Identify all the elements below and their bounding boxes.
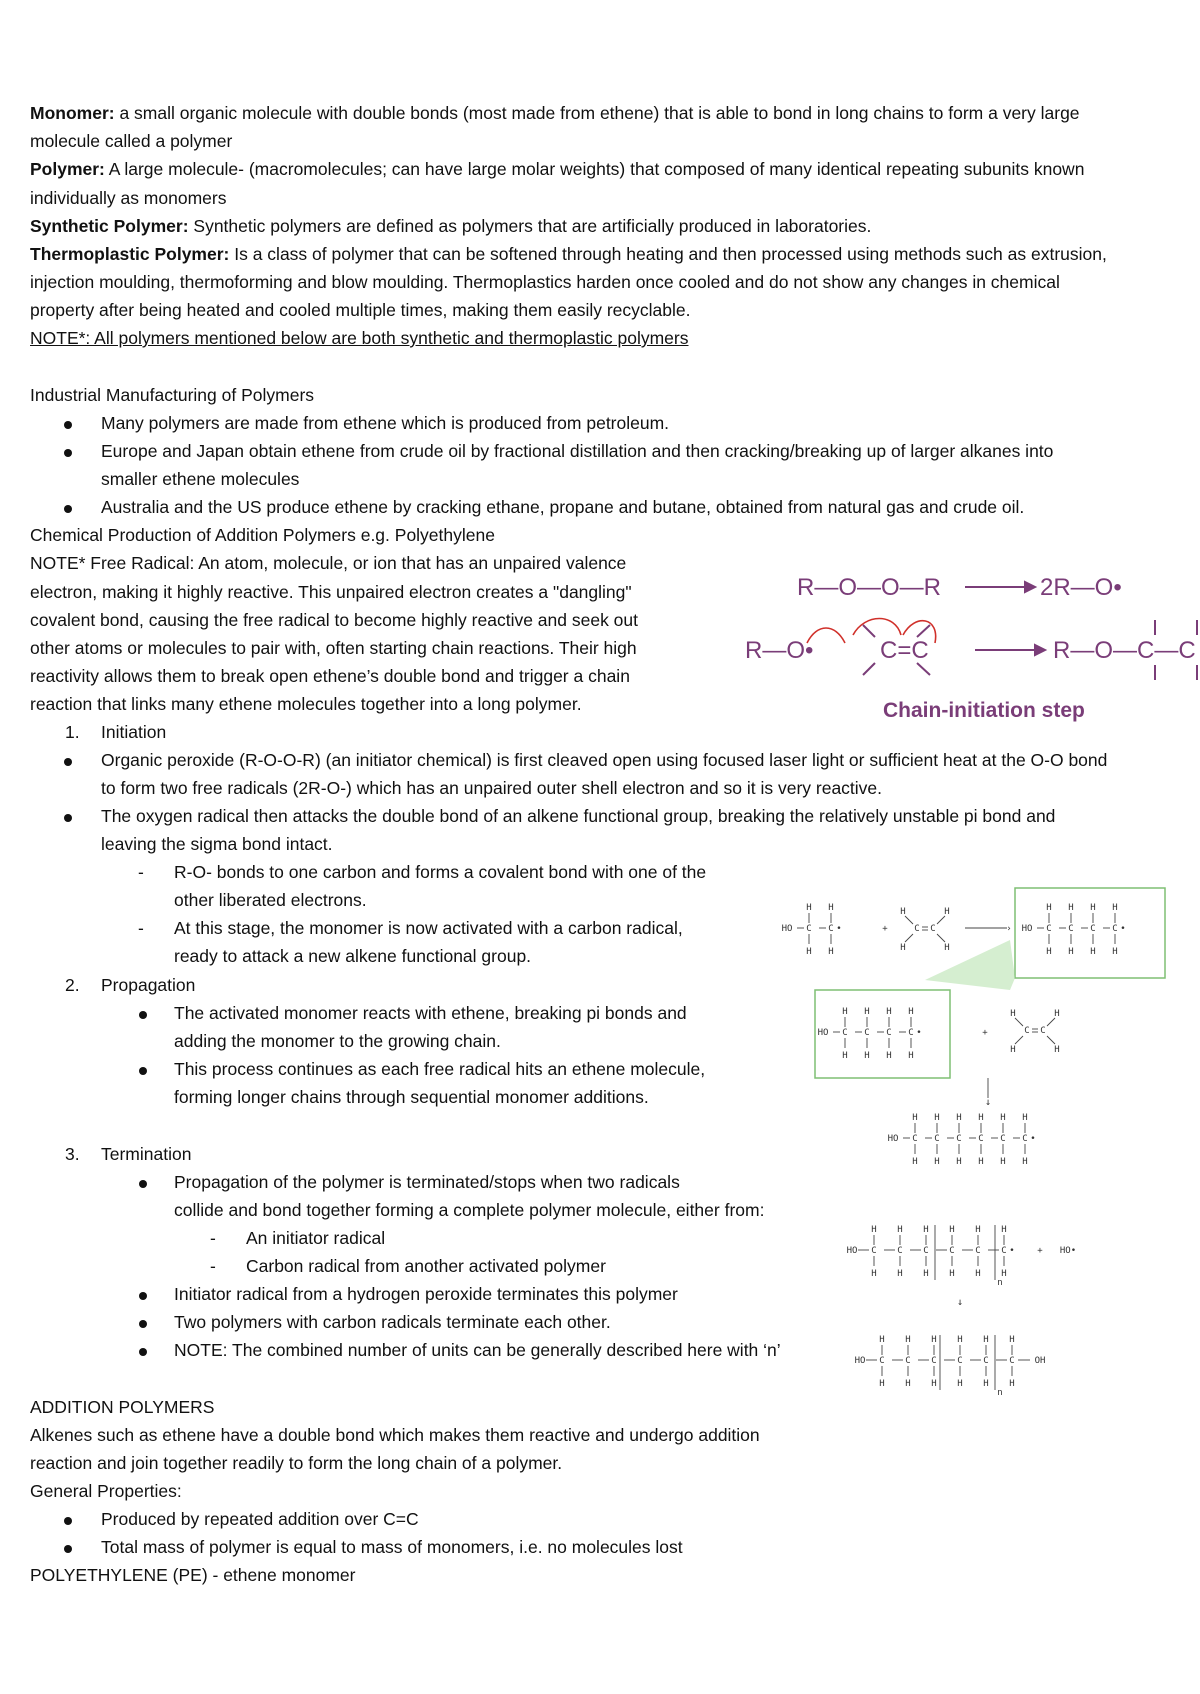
properties-heading: General Properties: [30,1481,182,1501]
hydrogen-atom: H [905,1335,911,1345]
carbon-atom: C [957,1356,963,1366]
bullet-dot [139,1336,147,1364]
hydrogen-atom: H [957,1379,963,1389]
bond-line [905,916,913,924]
group-label: HO [817,1028,829,1038]
hydrogen-atom: H [1054,1009,1060,1019]
eq1-right: 2R—O• [1040,574,1122,601]
dash-marker: - [138,862,144,882]
term-polymer: Polymer: [30,159,105,179]
carbon-atom: C [975,1246,981,1256]
hydrogen-atom: H [886,1051,892,1061]
hydrogen-atom: H [944,943,950,953]
industrial-item-cont: smaller ethene molecules [101,469,300,489]
propagation-title: Propagation [101,975,196,995]
hydrogen-atom: H [956,1113,962,1123]
carbon-atom: C [1068,924,1074,934]
chemical-heading: Chemical Production of Addition Polymers e.g. Polyethylene [30,525,495,545]
def-monomer [30,99,1080,127]
hydrogen-atom: H [864,1007,870,1017]
hydrogen-atom: H [1090,903,1096,913]
group-label: HO [887,1134,899,1144]
hydrogen-atom: H [828,947,834,957]
arrowhead [1035,645,1045,655]
bullet-dot [139,1055,147,1083]
hydrogen-atom: H [978,1113,984,1123]
initiation-d2: At this stage, the monomer is now activated with a carbon radical, [174,918,683,938]
group-label: • [1120,924,1126,934]
plus-sign: + [882,924,888,934]
termination-number: 3. [65,1144,80,1164]
arrow-head: › [1006,924,1012,934]
group-label: HO [854,1356,866,1366]
hydrogen-atom: H [886,1007,892,1017]
caption: Chain-initiation step [883,699,1085,722]
industrial-item: Europe and Japan obtain ethene from crude oil by fractional distillation and then cracking/breaking up of larger alkanes into [101,441,1054,461]
propagation-number: 2. [65,975,80,995]
carbon-atom: C [931,1356,937,1366]
hydrogen-atom: H [975,1269,981,1279]
hydrogen-atom: H [828,903,834,913]
group-label: OH [1034,1356,1046,1366]
group-label: • [1009,1246,1015,1256]
hydrogen-atom: H [1112,903,1118,913]
plus-sign: + [1037,1246,1043,1256]
highlight-connector [925,940,1015,990]
hydrogen-atom: H [900,943,906,953]
hydrogen-atom: H [908,1051,914,1061]
bond-line [1047,1018,1055,1026]
carbon-atom: C [912,1134,918,1144]
def-polymer-cont: individually as monomers [30,188,227,208]
hydrogen-atom: H [923,1225,929,1235]
hydrogen-atom: H [1068,947,1074,957]
free-radical-line: reaction that links many ethene molecules together into a long polymer. [30,694,582,714]
hydrogen-atom: H [949,1225,955,1235]
carbon-atom: C [1040,1026,1046,1036]
bond-line [1015,1036,1023,1044]
carbon-atom: C [864,1028,870,1038]
term-synthetic: Synthetic Polymer: [30,216,189,236]
note-all-polymers: NOTE*: All polymers mentioned below are both synthetic and thermoplastic polymers [30,328,689,348]
bond-line [917,625,930,637]
hydrogen-atom: H [1046,947,1052,957]
hydrogen-atom: H [983,1335,989,1345]
term-monomer: Monomer: [30,103,115,123]
eq1-left: R—O—O—R [797,574,941,601]
hydrogen-atom: H [978,1157,984,1167]
propagation-structures-figure [775,880,1175,1200]
addition-line: reaction and join together readily to form the long chain of a polymer. [30,1453,563,1473]
eq2-mid: C=C [880,637,929,664]
bullet-dot [139,999,147,1027]
hydrogen-atom: H [879,1379,885,1389]
bullet-dot [64,437,72,465]
initiation-b2-cont: leaving the sigma bond intact. [101,834,333,854]
hydrogen-atom: H [897,1225,903,1235]
hydrogen-atom: H [912,1113,918,1123]
dash-marker: - [138,918,144,938]
termination-structures-figure [840,1205,1100,1415]
bond-line [917,663,930,675]
hydrogen-atom: H [1022,1113,1028,1123]
termination-title: Termination [101,1144,192,1164]
hydrogen-atom: H [1090,947,1096,957]
industrial-item: Many polymers are made from ethene which is produced from petroleum. [101,413,670,433]
hydrogen-atom: H [1046,903,1052,913]
highlight-box [815,990,950,1078]
hydrogen-atom: H [1068,903,1074,913]
group-label: HO [846,1246,858,1256]
repeat-n: n [997,1388,1003,1398]
hydrogen-atom: H [934,1157,940,1167]
propagation-b2-cont: forming longer chains through sequential monomer additions. [174,1087,649,1107]
initiation-b1-cont: to form two free radicals (2R-O-) which has an unpaired outer shell electron and so it is very reactive. [101,778,883,798]
carbon-atom: C [1112,924,1118,934]
free-radical-line: covalent bond, causing the free radical to become highly reactive and seek out [30,610,639,630]
bond-line [863,663,875,675]
carbon-atom: C [806,924,812,934]
carbon-atom: C [1046,924,1052,934]
addition-heading: ADDITION POLYMERS [30,1397,215,1417]
hydrogen-atom: H [975,1225,981,1235]
bullet-dot [139,1280,147,1308]
hydrogen-atom: H [879,1335,885,1345]
repeat-n: n [997,1278,1003,1288]
arrowhead [1025,582,1035,592]
def-thermoplastic [30,240,1107,268]
hydrogen-atom: H [1009,1335,1015,1345]
initiation-b1: Organic peroxide (R-O-O-R) (an initiator chemical) is first cleaved open using focused laser light or sufficient heat at the O-O bond [101,750,1108,770]
carbon-atom: C [934,1134,940,1144]
propagation-b1: The activated monomer reacts with ethene, breaking pi bonds and [174,1003,687,1023]
hydrogen-atom: H [1010,1045,1016,1055]
def-synthetic [30,212,871,240]
hydrogen-atom: H [864,1051,870,1061]
hydrogen-atom: H [1112,947,1118,957]
termination-b3: Two polymers with carbon radicals terminate each other. [174,1312,611,1332]
hydrogen-atom: H [1001,1269,1007,1279]
term-thermoplastic: Thermoplastic Polymer: [30,244,230,264]
bullet-dot [139,1168,147,1196]
initiation-number: 1. [65,722,80,742]
eq2-right: R—O—C—C [1053,637,1196,664]
bullet-dot [64,493,72,521]
carbon-atom: C [1090,924,1096,934]
hydrogen-atom: H [897,1269,903,1279]
chain-initiation-figure [735,565,1200,725]
plus-sign: + [982,1028,988,1038]
carbon-atom: C [914,924,920,934]
carbon-atom: C [1001,1246,1007,1256]
hydrogen-atom: H [1001,1225,1007,1235]
hydrogen-atom: H [1054,1045,1060,1055]
hydrogen-atom: H [1010,1009,1016,1019]
hydrogen-atom: H [923,1269,929,1279]
carbon-atom: C [908,1028,914,1038]
dash-marker: - [210,1256,216,1276]
initiation-d2-cont: ready to attack a new alkene functional group. [174,946,532,966]
hydrogen-atom: H [934,1113,940,1123]
carbon-atom: C [879,1356,885,1366]
carbon-atom: C [1000,1134,1006,1144]
carbon-atom: C [897,1246,903,1256]
hydrogen-atom: H [842,1051,848,1061]
propagation-b1-cont: adding the monomer to the growing chain. [174,1031,501,1051]
hydrogen-atom: H [908,1007,914,1017]
hydrogen-atom: H [931,1379,937,1389]
carbon-atom: C [983,1356,989,1366]
def-text: A large molecule- (macromolecules; can have large molar weights) that composed of many identical repeating subunits known [104,159,1085,179]
carbon-atom: C [978,1134,984,1144]
hydrogen-atom: H [806,947,812,957]
bond-line [937,916,945,924]
bullet-dot [64,746,72,774]
hydrogen-atom: H [900,907,906,917]
industrial-heading: Industrial Manufacturing of Polymers [30,385,315,405]
bullet-dot [64,802,72,830]
group-label: • [836,924,842,934]
def-text: a small organic molecule with double bonds (most made from ethene) that is able to bond in long chains to form a very large [114,103,1080,123]
property-item: Total mass of polymer is equal to mass of monomers, i.e. no molecules lost [101,1537,683,1557]
initiation-b2: The oxygen radical then attacks the double bond of an alkene functional group, breaking the relatively unstable pi bond and [101,806,1056,826]
group-label: • [916,1028,922,1038]
industrial-item: Australia and the US produce ethene by cracking ethane, propane and butane, obtained from natural gas and crude oil. [101,497,1025,517]
hydrogen-atom: H [842,1007,848,1017]
group-label: • [1030,1134,1036,1144]
hydrogen-atom: H [956,1157,962,1167]
bond-line [1047,1036,1055,1044]
carbon-atom: C [956,1134,962,1144]
hydrogen-atom: H [1009,1379,1015,1389]
dash-marker: - [210,1228,216,1248]
bullet-dot [64,409,72,437]
hydrogen-atom: H [871,1225,877,1235]
termination-b1-cont: collide and bond together forming a complete polymer molecule, either from: [174,1200,765,1220]
hydrogen-atom: H [944,907,950,917]
carbon-atom: C [905,1356,911,1366]
group-label: HO [781,924,793,934]
eq2-left: R—O• [745,637,814,664]
group-label: HO• [1059,1246,1077,1256]
bullet-dot [64,1533,72,1561]
hydrogen-atom: H [957,1335,963,1345]
addition-line: Alkenes such as ethene have a double bond which makes them reactive and undergo addition [30,1425,760,1445]
down-arrow: ↓ [984,1097,992,1108]
termination-b1: Propagation of the polymer is terminated/stops when two radicals [174,1172,680,1192]
carbon-atom: C [923,1246,929,1256]
def-thermoplastic-cont2: property after being heated and cooled multiple times, making them easily recyclable. [30,300,691,320]
hydrogen-atom: H [871,1269,877,1279]
carbon-atom: C [1024,1026,1030,1036]
free-radical-line: electron, making it highly reactive. This unpaired electron creates a "dangling" [30,582,632,602]
carbon-atom: C [930,924,936,934]
carbon-atom: C [871,1246,877,1256]
carbon-atom: C [1022,1134,1028,1144]
def-thermoplastic-cont: injection moulding, thermoforming and blow moulding. Thermoplastics harden once cooled and do not show any changes in chemical [30,272,1060,292]
free-radical-line: NOTE* Free Radical: An atom, molecule, or ion that has an unpaired valence [30,553,627,573]
property-item: Produced by repeated addition over C=C [101,1509,419,1529]
carbon-atom: C [949,1246,955,1256]
polyethylene-heading: POLYETHYLENE (PE) - ethene monomer [30,1565,356,1585]
carbon-atom: C [1009,1356,1015,1366]
hydrogen-atom: H [806,903,812,913]
bond-line [863,625,875,637]
carbon-atom: C [828,924,834,934]
propagation-b2: This process continues as each free radical hits an ethene molecule, [174,1059,706,1079]
bond-line [937,934,945,942]
hydrogen-atom: H [931,1335,937,1345]
def-text: Synthetic polymers are defined as polymers that are artificially produced in laboratories. [188,216,872,236]
termination-d1: An initiator radical [246,1228,386,1248]
group-label: HO [1021,924,1033,934]
initiation-d1: R-O- bonds to one carbon and forms a covalent bond with one of the [174,862,707,882]
termination-b4: NOTE: The combined number of units can be generally described here with ‘n’ [174,1340,781,1360]
hydrogen-atom: H [1000,1157,1006,1167]
bullet-dot [64,1505,72,1533]
free-radical-line: other atoms or molecules to pair with, often starting chain reactions. Their high [30,638,637,658]
carbon-atom: C [886,1028,892,1038]
termination-b2: Initiator radical from a hydrogen peroxide terminates this polymer [174,1284,678,1304]
initiation-d1-cont: other liberated electrons. [174,890,367,910]
free-radical-line: reactivity allows them to break open ethene’s double bond and trigger a chain [30,666,630,686]
hydrogen-atom: H [949,1269,955,1279]
bond-line [905,934,913,942]
bond-line [1015,1018,1023,1026]
hydrogen-atom: H [912,1157,918,1167]
hydrogen-atom: H [1022,1157,1028,1167]
hydrogen-atom: H [983,1379,989,1389]
initiation-title: Initiation [101,722,167,742]
def-polymer [30,155,1084,183]
down-arrow: ↓ [956,1297,964,1308]
def-monomer-cont: molecule called a polymer [30,131,233,151]
termination-d2: Carbon radical from another activated polymer [246,1256,606,1276]
electron-arrow [853,619,901,636]
hydrogen-atom: H [1000,1113,1006,1123]
carbon-atom: C [842,1028,848,1038]
bullet-dot [139,1308,147,1336]
def-text: Is a class of polymer that can be softened through heating and then processed using methods such as extrusion, [229,244,1107,264]
hydrogen-atom: H [905,1379,911,1389]
